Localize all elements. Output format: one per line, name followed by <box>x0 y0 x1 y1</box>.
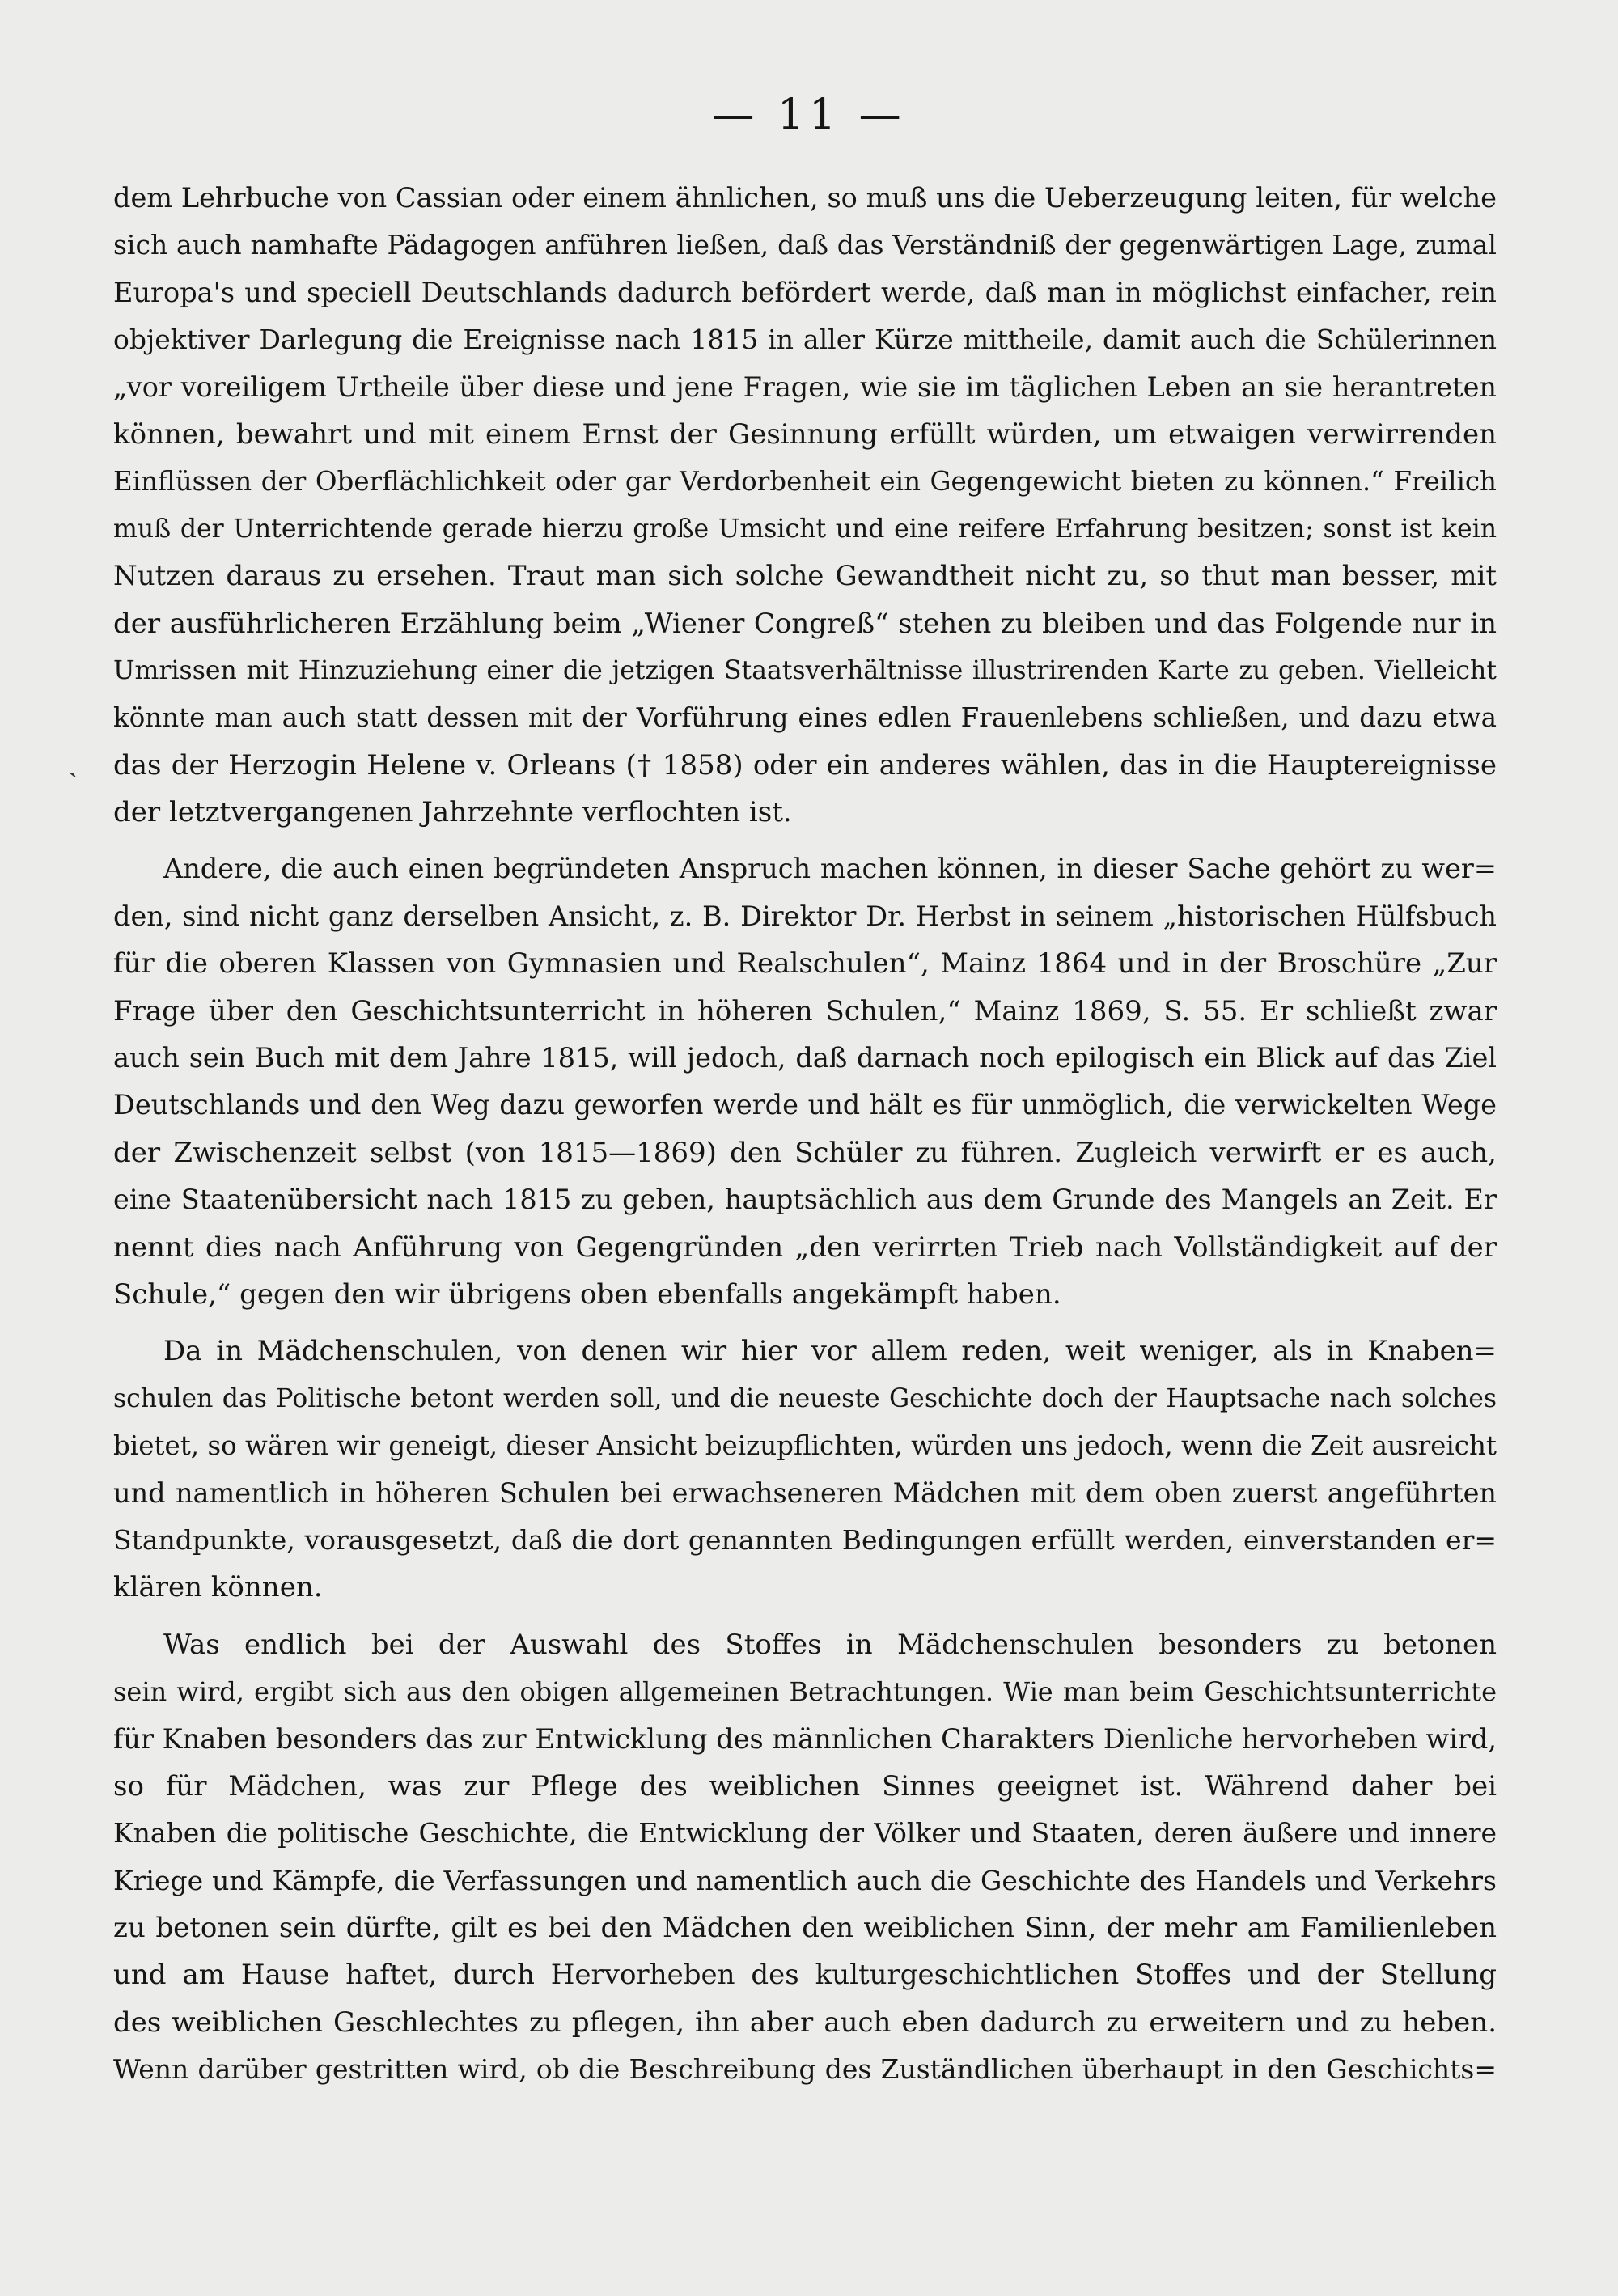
text-line: sein wird, ergibt sich aus den obigen allgemeinen Betrachtungen. Wie man beim Geschichtsunterrichte <box>113 1676 1497 1708</box>
page-number: — 11 — <box>712 91 906 139</box>
text-line: schulen das Politische betont werden soll, und die neueste Geschichte doch der Hauptsache nach solches <box>113 1383 1497 1413</box>
text-line: so für Mädchen, was zur Pflege des weiblichen Sinnes geeignet ist. Während daher bei <box>113 1769 1497 1802</box>
text-line: dem Lehrbuche von Cassian oder einem ähnlichen, so muß uns die Ueberzeugung leiten, für welche <box>113 182 1497 214</box>
text-line: den, sind nicht ganz derselben Ansicht, z. B. Direktor Dr. Herbst in seinem „historischen Hülfsbuch <box>113 900 1497 932</box>
text-line: Da in Mädchenschulen, von denen wir hier vor allem reden, weit weniger, als in Knaben= <box>163 1335 1497 1368</box>
text-line: Einflüssen der Oberflächlichkeit oder gar Verdorbenheit ein Gegengewicht bieten zu können.“ Freilich <box>113 466 1497 498</box>
text-line: könnte man auch statt dessen mit der Vorführung eines edlen Frauenlebens schließen, und dazu etwa <box>113 702 1497 734</box>
text-line: nennt dies nach Anführung von Gegengründen „den verirrten Trieb nach Vollständigkeit auf der <box>113 1231 1497 1264</box>
text-line: eine Staatenübersicht nach 1815 zu geben, hauptsächlich aus dem Grunde des Mangels an Zeit. Er <box>113 1184 1497 1216</box>
text-line: Frage über den Geschichtsunterricht in höheren Schulen,“ Mainz 1869, S. 55. Er schließt zwar <box>113 994 1497 1027</box>
text-line: Wenn darüber gestritten wird, ob die Beschreibung des Zuständlichen überhaupt in den Geschichts= <box>113 2053 1497 2086</box>
text-line: Umrissen mit Hinzuziehung einer die jetzigen Staatsverhältnisse illustrirenden Karte zu geben. Vielleicht <box>113 655 1497 685</box>
text-line: das der Herzogin Helene v. Orleans († 1858) oder ein anderes wählen, das in die Hauptereignisse <box>113 748 1497 782</box>
margin-mark: ˎ <box>68 743 78 778</box>
paragraph <box>113 845 1497 1318</box>
text-line: für die oberen Klassen von Gymnasien und Realschulen“, Mainz 1864 und in der Broschüre „Zur <box>113 947 1497 981</box>
text-line: für Knaben besonders das zur Entwicklung des männlichen Charakters Dienliche hervorheben wird, <box>113 1722 1497 1755</box>
paragraph <box>113 1621 1497 2094</box>
text-line: der ausführlicheren Erzählung beim „Wiener Congreß“ stehen zu bleiben und das Folgende nur in <box>113 607 1497 640</box>
text-line: „vor voreiligem Urtheile über diese und jene Fragen, wie sie im täglichen Leben an sie herantreten <box>113 371 1497 403</box>
text-line: Europa's und speciell Deutschlands dadurch befördert werde, daß man in möglichst einfacher, rein <box>113 276 1497 308</box>
text-line: Schule,“ gegen den wir übrigens oben ebenfalls angekämpft haben. <box>113 1277 1061 1311</box>
text-line: und am Hause haftet, durch Hervorheben des kulturgeschichtlichen Stoffes und der Stellung <box>113 1959 1497 1992</box>
text-line: Deutschlands und den Weg dazu geworfen werde und hält es für unmöglich, die verwickelten Wege <box>113 1089 1497 1121</box>
text-line: des weiblichen Geschlechtes zu pflegen, ihn aber auch eben dadurch zu erweitern und zu heben. <box>113 2006 1497 2039</box>
text-line: Andere, die auch einen begründeten Anspruch machen können, in dieser Sache gehört zu wer= <box>163 853 1497 885</box>
body-text <box>113 175 1497 2094</box>
text-line: objektiver Darlegung die Ereignisse nach 1815 in aller Kürze mittheile, damit auch die Schülerinnen <box>113 324 1497 356</box>
text-line: Was endlich bei der Auswahl des Stoffes in Mädchenschulen besonders zu betonen <box>163 1628 1497 1661</box>
text-line: auch sein Buch mit dem Jahre 1815, will jedoch, daß darnach noch epilogisch ein Blick auf das Ziel <box>113 1042 1497 1074</box>
text-line: der letztvergangenen Jahrzehnte verflochten ist. <box>113 796 792 829</box>
text-line: der Zwischenzeit selbst (von 1815—1869) den Schüler zu führen. Zugleich verwirft er es auch, <box>113 1136 1497 1169</box>
text-line: sich auch namhafte Pädagogen anführen ließen, daß das Verständniß der gegenwärtigen Lage, zumal <box>113 229 1497 261</box>
text-line: klären können. <box>113 1571 323 1604</box>
text-line: Standpunkte, vorausgesetzt, daß die dort genannten Bedingungen erfüllt werden, einverstanden er= <box>113 1523 1497 1556</box>
text-line: muß der Unterrichtende gerade hierzu große Umsicht und eine reifere Erfahrung besitzen; sonst ist kein <box>113 514 1497 544</box>
text-line: und namentlich in höheren Schulen bei erwachseneren Mädchen mit dem oben zuerst angeführten <box>113 1476 1497 1509</box>
text-line: Kriege und Kämpfe, die Verfassungen und namentlich auch die Geschichte des Handels und Verkehrs <box>113 1864 1497 1896</box>
text-line: Nutzen daraus zu ersehen. Traut man sich solche Gewandtheit nicht zu, so thut man besser, mit <box>113 560 1497 593</box>
paragraph <box>113 1328 1497 1611</box>
text-line: bietet, so wären wir geneigt, dieser Ansicht beizupflichten, würden uns jedoch, wenn die Zeit ausreicht <box>113 1430 1497 1462</box>
text-line: können, bewahrt und mit einem Ernst der Gesinnung erfüllt würden, um etwaigen verwirrenden <box>113 417 1497 451</box>
text-line: Knaben die politische Geschichte, die Entwicklung der Völker und Staaten, deren äußere und innere <box>113 1817 1497 1849</box>
paragraph <box>113 175 1497 836</box>
text-line: zu betonen sein dürfte, gilt es bei den Mädchen den weiblichen Sinn, der mehr am Familienleben <box>113 1912 1497 1945</box>
